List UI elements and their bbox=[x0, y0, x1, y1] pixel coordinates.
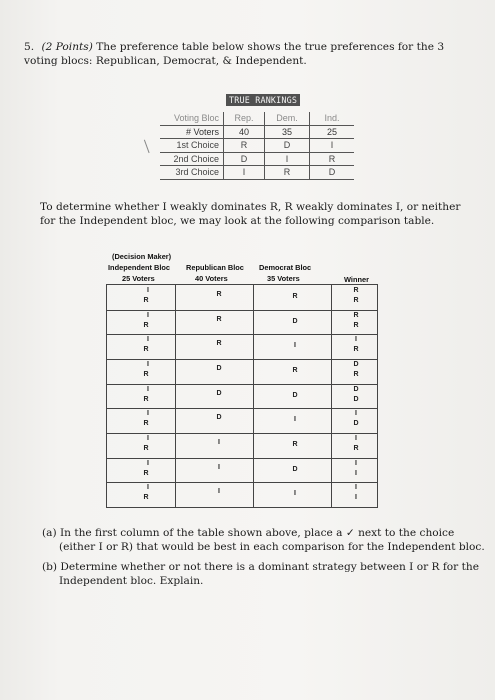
winner-cell: I bbox=[355, 469, 357, 477]
winner-cell: D bbox=[353, 361, 359, 368]
problem-statement bbox=[24, 40, 469, 68]
tr-cell: I bbox=[224, 166, 265, 180]
problem-text: The preference table below shows the true preferences for the 3 voting blocs: Republican, Democrat, & Independent. bbox=[24, 41, 445, 67]
ind-option: I bbox=[147, 361, 149, 368]
winner-cell: I bbox=[355, 410, 357, 418]
ind-option: I bbox=[147, 287, 149, 294]
ind-option: I bbox=[147, 410, 149, 418]
grid-row-divider bbox=[107, 310, 377, 311]
pen-mark bbox=[144, 137, 157, 153]
tr-cell: D bbox=[265, 139, 310, 153]
winner-cell: R bbox=[353, 445, 359, 452]
problem-number: 5. bbox=[24, 41, 35, 53]
col-title-rep: Republican Bloc bbox=[186, 263, 244, 272]
winner-cell: D bbox=[353, 395, 359, 403]
rep-choice: I bbox=[218, 488, 220, 496]
true-rankings-table bbox=[160, 112, 354, 180]
ind-option: R bbox=[143, 420, 149, 428]
ind-option: R bbox=[143, 371, 149, 378]
true-rankings-title: TRUE RANKINGS bbox=[226, 94, 300, 106]
winner-cell: R bbox=[353, 371, 359, 378]
rep-choice: I bbox=[218, 439, 220, 446]
rep-choice: D bbox=[216, 414, 222, 422]
dem-choice: D bbox=[292, 465, 298, 473]
tr-header-ind: Ind. bbox=[310, 112, 355, 125]
tr-row-label: # Voters bbox=[160, 125, 224, 139]
winner-cell: R bbox=[353, 287, 359, 294]
dem-choice: R bbox=[292, 293, 298, 300]
winner-cell: I bbox=[355, 435, 357, 442]
tr-cell: I bbox=[265, 152, 310, 166]
col-title-ind: Independent Bloc bbox=[108, 263, 171, 272]
question-b: (b) Determine whether or not there is a dominant strategy between I or R for the Independent bloc. Explain. bbox=[42, 561, 479, 587]
tr-header-rep: Rep. bbox=[224, 112, 265, 125]
ind-option: R bbox=[143, 395, 149, 403]
col-title-dem: Democrat Bloc bbox=[259, 263, 312, 272]
problem-points: (2 Points) bbox=[41, 41, 93, 53]
tr-cell: R bbox=[310, 152, 355, 166]
ind-option: R bbox=[143, 469, 149, 477]
rep-choice: D bbox=[216, 389, 222, 397]
dem-choice: R bbox=[292, 441, 298, 448]
tr-cell: D bbox=[310, 166, 355, 180]
col-title-winner: Winner bbox=[344, 275, 369, 284]
dem-choice: I bbox=[294, 416, 296, 424]
winner-cell: I bbox=[355, 494, 357, 502]
tr-cell: 25 bbox=[310, 125, 355, 139]
grid-row-divider bbox=[107, 458, 377, 459]
dem-choice: D bbox=[292, 317, 298, 325]
dem-choice: I bbox=[294, 342, 296, 350]
winner-cell: R bbox=[353, 346, 359, 354]
ind-option: R bbox=[143, 494, 149, 502]
winner-cell: D bbox=[353, 385, 359, 393]
winner-cell: R bbox=[353, 297, 359, 304]
ind-option: R bbox=[143, 297, 149, 304]
grid-row-divider bbox=[107, 384, 377, 385]
col-voters-dem: 35 Voters bbox=[267, 274, 300, 283]
ind-option: I bbox=[147, 385, 149, 393]
rep-choice: I bbox=[218, 463, 220, 471]
ind-option: R bbox=[143, 321, 149, 329]
winner-cell: R bbox=[353, 321, 359, 329]
rep-choice: R bbox=[216, 340, 222, 348]
tr-cell: D bbox=[224, 152, 265, 166]
tr-cell: 35 bbox=[265, 125, 310, 139]
grid-row-divider bbox=[107, 482, 377, 483]
grid-row-divider bbox=[107, 359, 377, 360]
col-voters-rep: 40 Voters bbox=[195, 274, 228, 283]
grid-row-divider bbox=[107, 408, 377, 409]
comparison-table bbox=[106, 284, 378, 508]
ind-option: I bbox=[147, 435, 149, 442]
winner-cell: R bbox=[353, 311, 359, 319]
winner-cell: I bbox=[355, 459, 357, 467]
dem-choice: I bbox=[294, 490, 296, 498]
ind-option: I bbox=[147, 311, 149, 319]
intro-paragraph: To determine whether I weakly dominates R, R weakly dominates I, or neither for the Independent bloc, we may look at the following comparison table. bbox=[40, 201, 461, 227]
dem-choice: R bbox=[292, 367, 298, 374]
ind-option: R bbox=[143, 346, 149, 354]
winner-cell: I bbox=[355, 484, 357, 492]
grid-column-divider bbox=[331, 285, 332, 507]
grid-column-divider bbox=[175, 285, 176, 507]
col-voters-ind: 25 Voters bbox=[122, 274, 155, 283]
question-a: (a) In the first column of the table shown above, place a ✓ next to the choice (either I or R) that would be best in each comparison for the Independent bloc. bbox=[42, 527, 485, 553]
ind-option: R bbox=[143, 445, 149, 452]
tr-cell: R bbox=[224, 139, 265, 153]
ind-option: I bbox=[147, 484, 149, 492]
tr-row-label: 2nd Choice bbox=[160, 152, 224, 166]
ind-option: I bbox=[147, 459, 149, 467]
tr-row-label: 1st Choice bbox=[160, 139, 224, 153]
grid-row-divider bbox=[107, 334, 377, 335]
decision-maker-label: (Decision Maker) bbox=[112, 252, 172, 261]
tr-header-label: Voting Bloc bbox=[160, 112, 224, 125]
tr-header-dem: Dem. bbox=[265, 112, 310, 125]
rep-choice: R bbox=[216, 315, 222, 323]
dem-choice: D bbox=[292, 391, 298, 399]
grid-column-divider bbox=[253, 285, 254, 507]
winner-cell: I bbox=[355, 336, 357, 344]
tr-cell: R bbox=[265, 166, 310, 180]
grid-row-divider bbox=[107, 433, 377, 434]
ind-option: I bbox=[147, 336, 149, 344]
rep-choice: D bbox=[216, 365, 222, 372]
winner-cell: D bbox=[353, 420, 359, 428]
tr-row-label: 3rd Choice bbox=[160, 166, 224, 180]
tr-cell: 40 bbox=[224, 125, 265, 139]
tr-cell: I bbox=[310, 139, 355, 153]
rep-choice: R bbox=[216, 291, 222, 298]
